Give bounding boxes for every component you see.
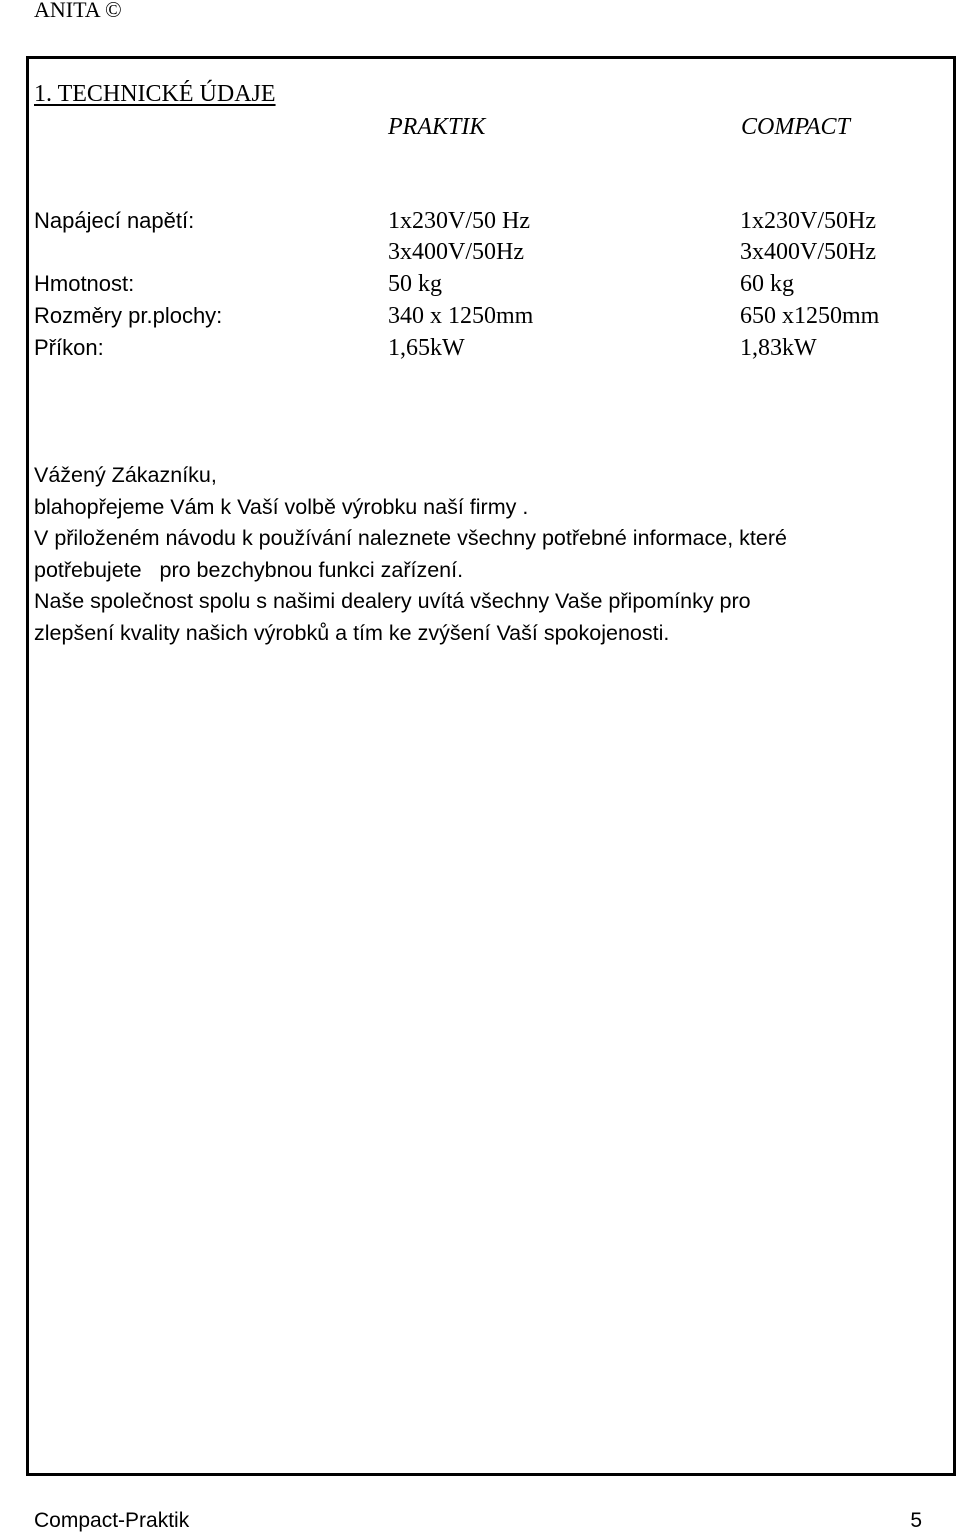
spec-value-compact: 60 kg (740, 271, 794, 297)
letter-line: Vážený Zákazníku, (34, 463, 217, 487)
spec-value-praktik: 50 kg (388, 271, 442, 297)
spec-value-compact: 3x400V/50Hz (740, 239, 876, 265)
section-title: 1. TECHNICKÉ ÚDAJE (34, 81, 276, 107)
footer-title: Compact-Praktik (34, 1509, 190, 1532)
spec-value-praktik: 340 x 1250mm (388, 303, 534, 329)
spec-value-compact: 1x230V/50Hz (740, 208, 876, 234)
spec-label: Napájecí napětí: (34, 208, 195, 233)
column-header-compact: COMPACT (741, 114, 850, 140)
spec-value-compact: 1,83kW (740, 335, 817, 361)
letter-line: V přiloženém návodu k používání naleznete všechny potřebné informace, které (34, 526, 787, 550)
spec-label: Příkon: (34, 335, 104, 360)
spec-row-voltage-3phase (0, 238, 960, 270)
spec-value-praktik: 1,65kW (388, 335, 465, 361)
letter-line: zlepšení kvality našich výrobků a tím ke zvýšení Vaší spokojenosti. (34, 620, 670, 645)
spec-row-dimensions (0, 302, 960, 334)
spec-label: Rozměry pr.plochy: (34, 303, 223, 328)
letter-line: Naše společnost spolu s našimi dealery uvítá všechny Vaše připomínky pro (34, 589, 751, 613)
document-header: ANITA © (34, 0, 122, 22)
spec-value-compact: 650 x1250mm (740, 303, 880, 329)
spec-row-voltage (0, 207, 960, 239)
spec-row-weight (0, 270, 960, 302)
letter-line: blahopřejeme Vám k Vaší volbě výrobku naší firmy . (34, 494, 529, 519)
column-header-praktik: PRAKTIK (388, 114, 486, 140)
letter-line: potřebujete pro bezchybnou funkci zařízení. (34, 557, 464, 582)
spec-value-praktik: 1x230V/50 Hz (388, 208, 530, 234)
spec-row-power (0, 334, 960, 366)
customer-letter (34, 460, 914, 649)
page-number: 5 (910, 1509, 922, 1532)
spec-value-praktik: 3x400V/50Hz (388, 239, 524, 265)
spec-label: Hmotnost: (34, 271, 135, 296)
